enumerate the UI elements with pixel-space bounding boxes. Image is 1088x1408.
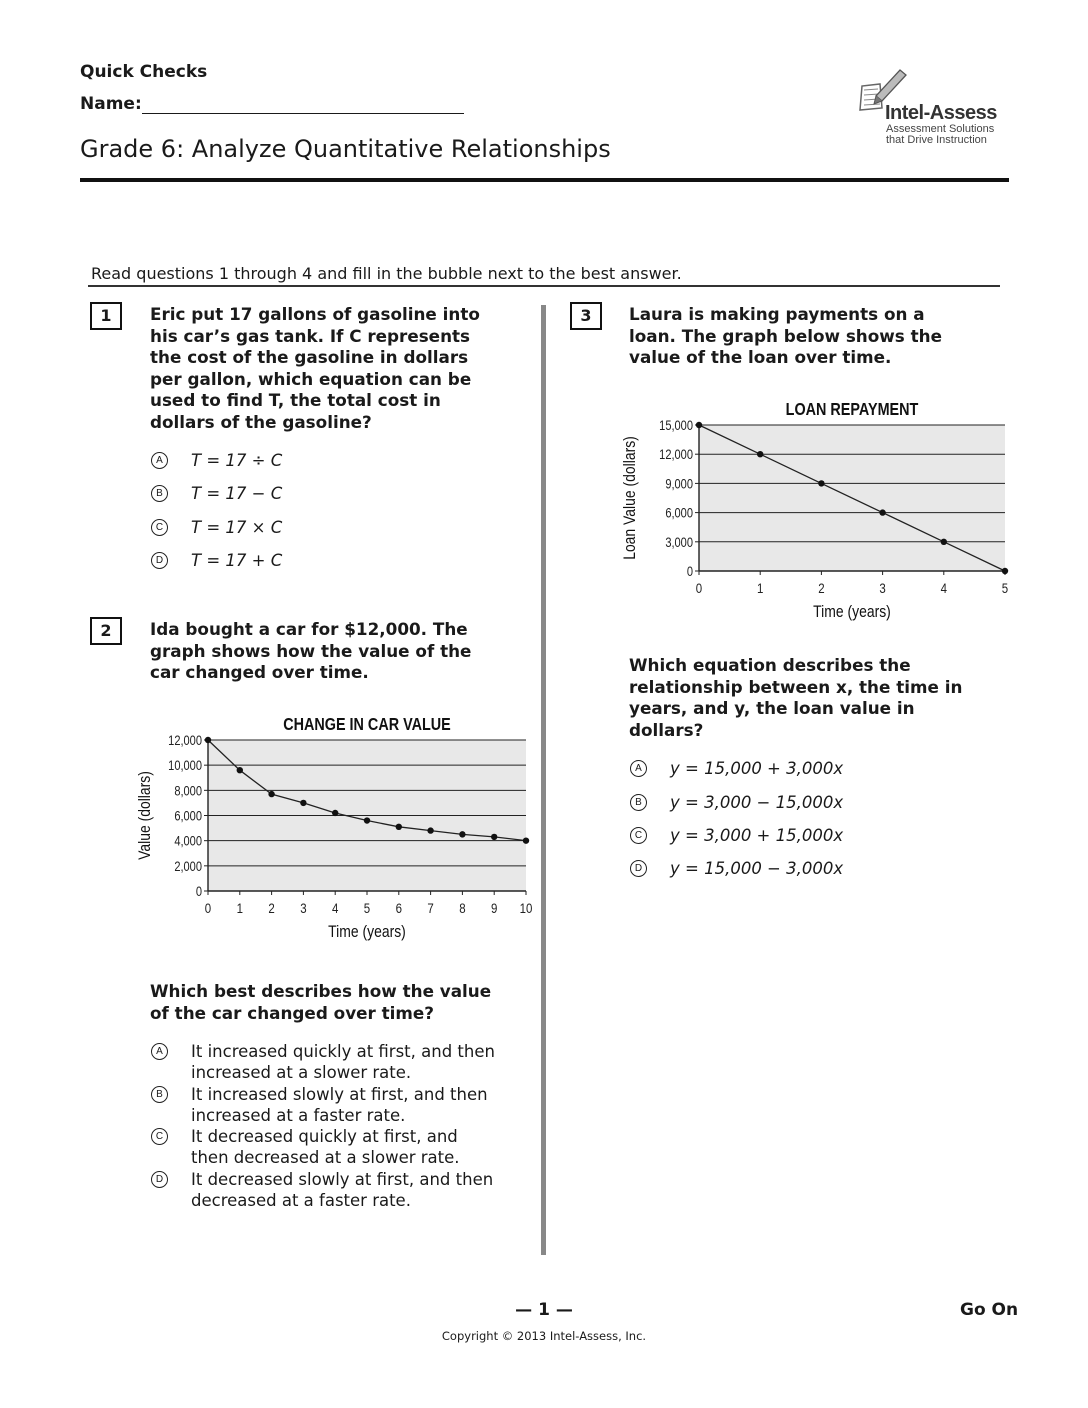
name-field — [80, 94, 464, 114]
y-axis-label: Loan Value (dollars) — [620, 436, 640, 560]
x-tick-label: 0 — [695, 579, 703, 597]
data-point — [1002, 568, 1008, 574]
choice-line: It decreased slowly at first, and then — [191, 1170, 494, 1189]
choice-text: y = 3,000 − 15,000x — [670, 793, 844, 812]
q2-line: graph shows how the value of the — [150, 640, 472, 661]
q1-line: used to find T, the total cost in — [150, 390, 441, 410]
choice-text: y = 15,000 − 3,000x — [670, 859, 844, 878]
data-point — [205, 737, 211, 743]
data-point — [268, 791, 274, 797]
choice-text: T = 17 − C — [191, 484, 283, 503]
x-tick-label: 0 — [204, 899, 212, 917]
y-tick-label: 2,000 — [174, 858, 202, 875]
x-tick-label: 3 — [300, 899, 307, 917]
bubble-d[interactable]: D — [151, 1171, 168, 1188]
question-2-prompt — [150, 981, 530, 1024]
y-tick-label: 4,000 — [174, 833, 202, 849]
header-rule — [80, 178, 1009, 182]
y-tick-label: 12,000 — [168, 732, 202, 749]
q1-line: his car’s gas tank. If C represents — [150, 325, 471, 346]
car-value-chart — [130, 700, 540, 960]
x-tick-label: 1 — [236, 899, 243, 917]
q3-line: loan. The graph below shows the — [629, 325, 942, 346]
q1-line: Eric put 17 gallons of gasoline into — [150, 304, 480, 324]
chart-title: CHANGE IN CAR VALUE — [283, 714, 451, 735]
data-point — [818, 480, 824, 486]
choice-line: decreased at a faster rate. — [191, 1191, 411, 1210]
bubble-c[interactable]: C — [151, 1128, 168, 1145]
x-tick-label: 1 — [757, 579, 764, 597]
question-number-2: 2 — [90, 617, 122, 645]
page-title: Grade 6: Analyze Quantitative Relationships — [80, 135, 611, 163]
x-tick-label: 2 — [818, 579, 825, 597]
q2-line: Ida bought a car for $12,000. The — [150, 619, 468, 639]
data-point — [237, 767, 243, 773]
column-divider — [541, 305, 546, 1255]
q3-prompt-line: relationship between x, the time in — [629, 676, 963, 697]
choice-text: T = 17 + C — [191, 551, 283, 570]
y-tick-label: 15,000 — [659, 417, 693, 434]
choice-line: It increased slowly at first, and then — [191, 1085, 488, 1104]
choice-line: then decreased at a slower rate. — [191, 1148, 460, 1167]
data-point — [459, 831, 465, 837]
y-tick-label: 0 — [195, 883, 202, 900]
x-tick-label: 6 — [395, 899, 402, 917]
y-axis-label: Value (dollars) — [135, 771, 155, 860]
data-point — [696, 422, 702, 428]
bubble-c[interactable]: C — [630, 827, 647, 844]
x-axis-label: Time (years) — [813, 602, 891, 622]
q1-line: per gallon, which equation can be — [150, 368, 472, 389]
choice-text: y = 3,000 + 15,000x — [670, 826, 844, 845]
x-tick-label: 9 — [491, 899, 498, 917]
instructions: Read questions 1 through 4 and fill in the bubble next to the best answer. — [91, 264, 682, 283]
chart-title: LOAN REPAYMENT — [785, 399, 919, 420]
choice-text — [191, 1084, 488, 1126]
question-1-text — [150, 304, 530, 433]
y-tick-label: 0 — [686, 563, 693, 580]
name-blank-line[interactable] — [142, 95, 464, 114]
q3-line: Laura is making payments on a — [629, 304, 925, 324]
data-point — [941, 539, 947, 545]
choice-text — [191, 1169, 493, 1211]
y-tick-label: 8,000 — [174, 783, 202, 799]
data-point — [364, 817, 370, 823]
y-tick-label: 9,000 — [665, 476, 693, 492]
y-tick-label: 10,000 — [168, 758, 202, 774]
x-tick-label: 5 — [363, 899, 371, 917]
y-tick-label: 6,000 — [665, 505, 693, 521]
q3-prompt-line: years, and y, the loan value in — [629, 698, 915, 718]
logo — [852, 66, 1012, 150]
data-point — [879, 509, 885, 515]
x-tick-label: 8 — [459, 899, 466, 917]
data-point — [300, 800, 306, 806]
y-tick-label: 3,000 — [665, 534, 693, 551]
bubble-b[interactable]: B — [630, 794, 647, 811]
choice-text — [191, 1041, 495, 1083]
data-point — [396, 824, 402, 830]
choice-line: It decreased quickly at first, and — [191, 1127, 458, 1146]
q2-line: car changed over time. — [150, 662, 369, 682]
bubble-b[interactable]: B — [151, 485, 168, 502]
q3-prompt-line: Which equation describes the — [629, 655, 911, 675]
x-tick-label: 4 — [332, 899, 339, 917]
x-tick-label: 7 — [427, 899, 434, 917]
x-tick-label: 2 — [268, 899, 275, 917]
bubble-b[interactable]: B — [151, 1086, 168, 1103]
logo-tagline-1: Assessment Solutions — [886, 123, 995, 135]
q2-prompt-line: Which best describes how the value — [150, 981, 492, 1001]
question-2-text — [150, 619, 530, 684]
bubble-c[interactable]: C — [151, 519, 168, 536]
q1-line: the cost of the gasoline in dollars — [150, 347, 469, 367]
question-number-1: 1 — [90, 302, 122, 330]
x-tick-label: 5 — [1001, 579, 1009, 597]
q3-line: value of the loan over time. — [629, 347, 892, 367]
y-tick-label: 12,000 — [659, 447, 693, 463]
choice-line: increased at a faster rate. — [191, 1106, 406, 1125]
bubble-a[interactable]: A — [151, 1043, 168, 1060]
y-tick-label: 6,000 — [174, 808, 202, 824]
question-3-text — [629, 304, 1009, 369]
choice-text: T = 17 ÷ C — [191, 451, 283, 470]
loan-repayment-chart — [615, 385, 1025, 625]
bubble-d[interactable]: D — [630, 860, 647, 877]
logo-name: Intel-Assess — [885, 102, 997, 124]
data-point — [491, 834, 497, 840]
instructions-rule — [88, 285, 1000, 287]
name-label: Name: — [80, 94, 142, 114]
data-point — [332, 810, 338, 816]
copyright: Copyright © 2013 Intel-Assess, Inc. — [441, 1329, 647, 1343]
choice-text — [191, 1126, 460, 1168]
question-3-prompt — [629, 655, 1009, 741]
data-point — [523, 837, 529, 843]
quick-checks-label: Quick Checks — [80, 62, 208, 82]
go-on-label: Go On — [960, 1300, 1019, 1320]
page-number: — 1 — — [515, 1300, 573, 1320]
data-point — [757, 451, 763, 457]
choice-text: y = 15,000 + 3,000x — [670, 759, 844, 778]
bubble-a[interactable]: A — [630, 760, 647, 777]
logo-tagline-2: that Drive Instruction — [886, 134, 987, 146]
bubble-d[interactable]: D — [151, 552, 168, 569]
q3-prompt-line: dollars? — [629, 719, 704, 740]
data-point — [427, 827, 433, 833]
x-tick-label: 3 — [879, 579, 886, 597]
x-tick-label: 10 — [519, 899, 533, 917]
choice-line: It increased quickly at first, and then — [191, 1042, 495, 1061]
question-number-3: 3 — [570, 302, 602, 330]
bubble-a[interactable]: A — [151, 452, 168, 469]
choice-line: increased at a slower rate. — [191, 1063, 412, 1082]
q1-line: dollars of the gasoline? — [150, 411, 372, 432]
q2-prompt-line: of the car changed over time? — [150, 1002, 435, 1023]
x-tick-label: 4 — [940, 579, 947, 597]
choice-text: T = 17 × C — [191, 518, 283, 537]
x-axis-label: Time (years) — [328, 922, 406, 942]
